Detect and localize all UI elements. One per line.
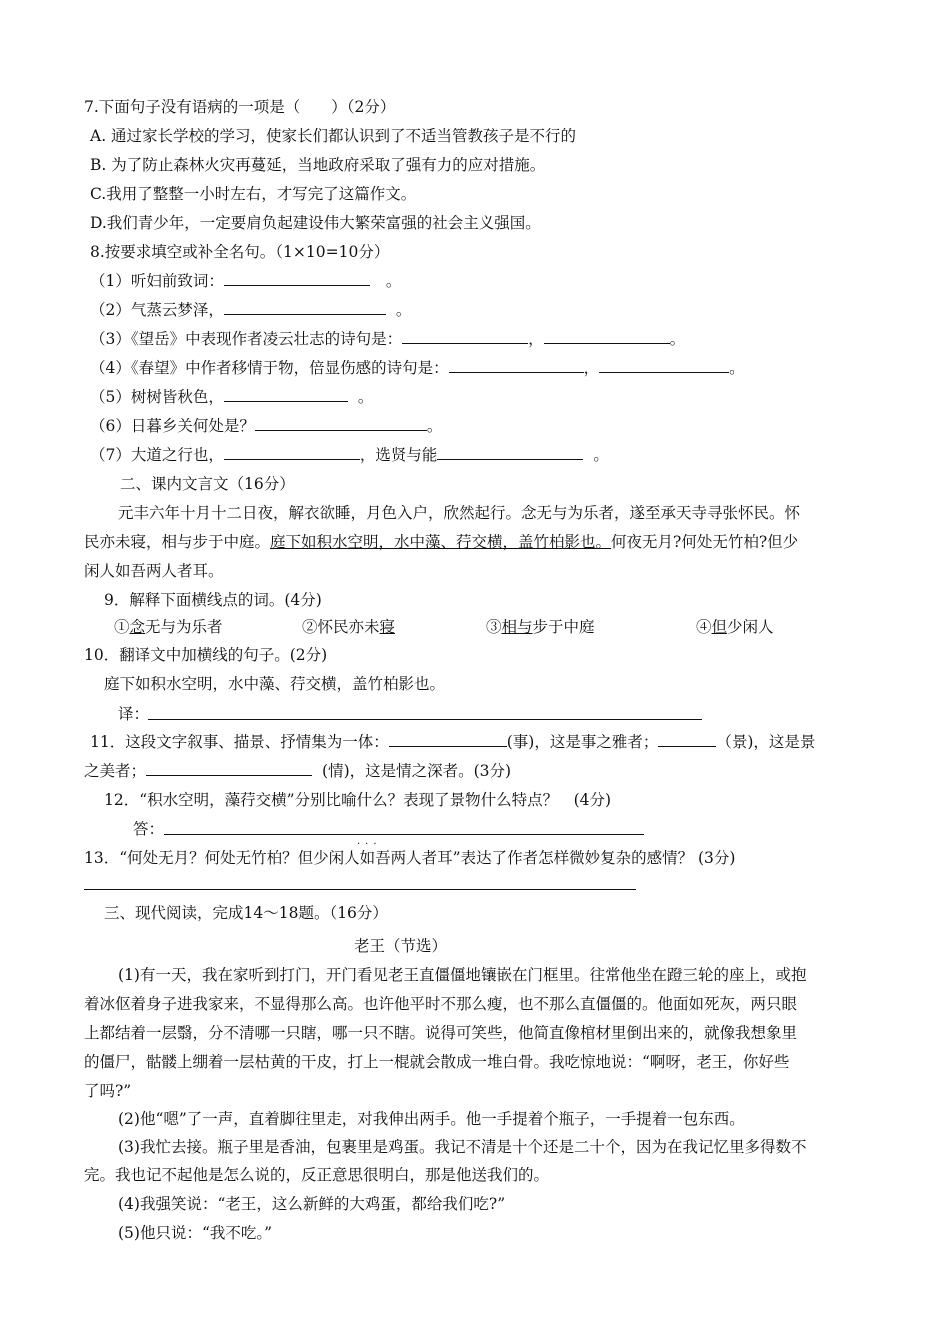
section3-title: 三、现代阅读，完成14～18题。（16分）: [104, 904, 388, 922]
q7-option-c: C.我用了整整一小时左右，才写完了这篇作文。: [90, 185, 417, 203]
q12-answer-label: 答：: [133, 820, 165, 838]
q8-title: 8.按要求填空或补全名句。（1×10=10分）: [90, 243, 390, 261]
classical-text-line-1: 元丰六年十月十二日夜，解衣欲睡，月色入户，欣然起行。念无与为乐者，遂至承天寺寻张怀民。怀: [118, 504, 801, 522]
article-paragraph-2: (2)他“嗯”了一声，直着脚往里走，对我伸出两手。他一手提着个瓶子，一手提着一包东西。: [118, 1110, 745, 1128]
q9-option-2: [302, 616, 395, 638]
answer-blank[interactable]: [437, 444, 583, 460]
q8-item-7-mid: ，选贤与能: [359, 446, 438, 464]
q12-title: 12．“积水空明，藻荇交横”分别比喻什么？表现了景物什么特点？ (4分): [104, 791, 612, 809]
q11-text: （景)，这是景: [716, 733, 816, 751]
answer-blank[interactable]: [449, 357, 584, 373]
q8-item-6-text: （6）日暮乡关何处是？: [90, 417, 255, 435]
q8-item-3-end: 。: [669, 330, 686, 348]
emphasis-dots: ···: [357, 839, 382, 850]
answer-blank[interactable]: [224, 444, 360, 460]
answer-blank[interactable]: [389, 731, 507, 747]
answer-line[interactable]: [84, 889, 636, 890]
q8-item-1-text: （1）听妇前致词：: [90, 272, 224, 290]
option-number: ④: [696, 618, 712, 636]
answer-line[interactable]: [148, 719, 702, 720]
q8-item-3: [90, 328, 685, 350]
q8-item-4: [90, 357, 745, 379]
article-title: 老王（节选）: [354, 937, 448, 955]
article-paragraph-1-line-3: 上都结着一层翳，分不清哪一只瞎，哪一只不瞎。说得可笑些，他简直像棺材里倒出来的，就像我想象里: [84, 1024, 798, 1042]
q8-item-3-text: （3）《望岳》中表现作者凌云壮志的诗句是：: [90, 330, 403, 348]
answer-blank[interactable]: [402, 328, 528, 344]
marked-word: 寝: [379, 618, 396, 636]
answer-blank[interactable]: [255, 415, 427, 431]
answer-blank[interactable]: [599, 357, 729, 373]
option-text: 少闲人: [727, 618, 774, 636]
answer-blank[interactable]: [658, 731, 716, 747]
q8-item-2-text: （2）气蒸云梦泽，: [90, 301, 224, 319]
q8-item-7-end: 。: [593, 446, 609, 464]
q8-item-3-sep: ，: [528, 330, 544, 348]
q11-line-2: [84, 760, 511, 782]
q11-text: 之美者；: [84, 762, 147, 780]
option-text: 步于中庭: [532, 618, 595, 636]
q10-answer-label: 译：: [118, 705, 150, 723]
classical-text-plain: 民亦未寝，相与步于中庭。: [84, 533, 271, 551]
q8-item-7-text: （7）大道之行也，: [90, 446, 224, 464]
article-paragraph-4: (4)我强笑说：“老王，这么新鲜的大鸡蛋，都给我们吃?”: [118, 1195, 506, 1213]
q9-option-1: [114, 616, 223, 638]
classical-text-line-2: [84, 531, 798, 553]
article-paragraph-1-line-1: (1)有一天，我在家听到打门，开门看见老王直僵僵地镶嵌在门框里。往常他坐在蹬三轮的座上，或抱: [118, 966, 807, 984]
q8-item-5: [90, 386, 373, 408]
article-paragraph-3-line-1: (3)我忙去接。瓶子里是香油，包裹里是鸡蛋。我记不清是十个还是二十个，因为在我记忆里多得数不: [118, 1138, 807, 1156]
classical-text-line-3: 闲人如吾两人者耳。: [84, 562, 224, 580]
q8-item-6-end: 。: [426, 417, 443, 435]
q9-option-3: [486, 616, 595, 638]
article-paragraph-1-line-4: 的僵尸，骷髅上绷着一层枯黄的干皮，打上一棍就会散成一堆白骨。我吃惊地说：“啊呀，老王，你好些: [84, 1053, 790, 1071]
q8-item-1: [90, 270, 401, 292]
article-paragraph-5: (5)他只说：“我不吃。”: [118, 1224, 273, 1242]
q10-title: 10．翻译文中加横线的句子。(2分): [84, 646, 328, 664]
answer-blank[interactable]: [224, 299, 386, 315]
q8-item-6: [90, 415, 442, 437]
article-paragraph-1-line-5: 了吗?”: [84, 1082, 132, 1100]
q13-title: 13．“何处无月？何处无竹柏？但少闲人如吾两人者耳”表达了作者怎样微妙复杂的感情？ (3分): [84, 849, 736, 867]
answer-blank[interactable]: [224, 270, 370, 286]
q8-item-4-end: 。: [729, 359, 745, 377]
q8-item-7: [90, 444, 609, 466]
article-paragraph-1-line-2: 着冰伛着身子进我家来，不显得那么高。也许他平时不那么瘦，也不那么直僵僵的。他面如死灰，两只眼: [84, 995, 798, 1013]
option-text: ②怀民亦未: [302, 618, 380, 636]
q11-text: (情)，这是情之深者。(3分): [322, 762, 512, 780]
option-text: 无与为乐者: [145, 618, 223, 636]
q9-title: 9．解释下面横线点的词。(4分): [104, 591, 322, 609]
answer-blank[interactable]: [146, 760, 312, 776]
q9-option-4: [696, 616, 774, 638]
q8-item-2: [90, 299, 411, 321]
q11-text: 11．这段文字叙事、描景、抒情集为一体：: [90, 733, 389, 751]
q10-sentence: 庭下如积水空明，水中藻、荇交横，盖竹柏影也。: [104, 675, 446, 693]
option-number: ①: [114, 618, 130, 636]
marked-word: 念: [129, 618, 146, 636]
answer-blank[interactable]: [544, 328, 670, 344]
q8-item-5-end: 。: [357, 388, 374, 406]
q11-line-1: [90, 731, 815, 753]
option-number: ③: [486, 618, 502, 636]
answer-line[interactable]: [164, 834, 644, 835]
q11-text: (事)，这是事之雅者；: [506, 733, 659, 751]
q8-item-4-text: （4）《春望》中作者移情于物，倍显伤感的诗句是：: [90, 359, 449, 377]
q7-option-b: B. 为了防止森林火灾再蔓延，当地政府采取了强有力的应对措施。: [90, 156, 546, 174]
q8-item-1-end: 。: [385, 272, 402, 290]
q8-item-4-sep: ，: [583, 359, 600, 377]
marked-word: 但: [711, 618, 728, 636]
answer-blank[interactable]: [224, 386, 348, 402]
article-paragraph-3-line-2: 完。我也记不起他是怎么说的，反正意思很明白，那是他送我们的。: [84, 1166, 550, 1184]
q8-item-2-end: 。: [395, 301, 412, 319]
marked-word: 相与: [501, 618, 533, 636]
q7-title: 7.下面句子没有语病的一项是（ ）（2分）: [84, 98, 396, 116]
section2-title: 二、课内文言文（16分）: [120, 475, 295, 493]
q7-option-a: A. 通过家长学校的学习，使家长们都认识到了不适当管教孩子是不行的: [90, 127, 577, 145]
classical-text-plain: 何夜无月?何处无竹柏?但少: [611, 533, 799, 551]
underlined-sentence: 庭下如积水空明，水中藻、荇交横，盖竹柏影也。: [270, 533, 612, 551]
q7-option-d: D.我们青少年，一定要肩负起建设伟大繁荣富强的社会主义强国。: [90, 214, 541, 232]
q8-item-5-text: （5）树树皆秋色，: [90, 388, 224, 406]
